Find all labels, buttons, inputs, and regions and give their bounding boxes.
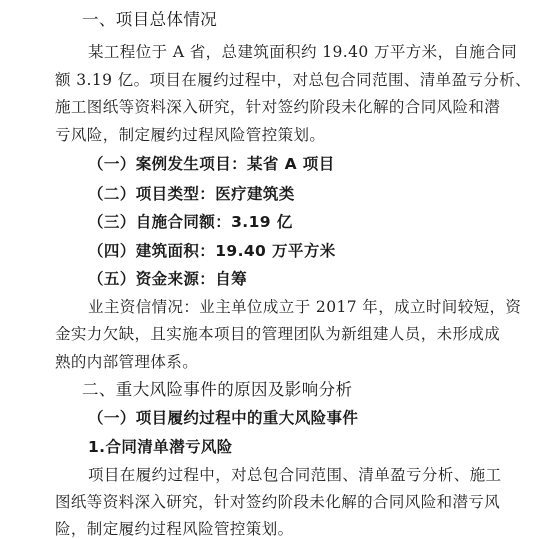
project-item-1: （一）案例发生项目：某省 A 项目: [88, 155, 335, 173]
risk-item-heading: 1.合同清单潜亏风险: [88, 438, 233, 456]
section-2-heading: 二、重大风险事件的原因及影响分析: [82, 380, 353, 399]
paragraph-line: 金实力欠缺，且实施本项目的管理团队为新组建人员，未形成成: [55, 325, 501, 343]
paragraph-line: 某工程位于 A 省，总建筑面积约 19.40 万平方米，自施合同: [88, 43, 518, 61]
section-1-heading: 一、项目总体情况: [82, 10, 218, 29]
paragraph-line: 业主资信情况：业主单位成立于 2017 年，成立时间较短，资: [88, 298, 522, 316]
paragraph-line: 额 3.19 亿。项目在履约过程中，对总包合同范围、清单盈亏分析、: [55, 71, 532, 89]
project-item-4: （四）建筑面积：19.40 万平方米: [88, 242, 336, 260]
paragraph-line: 图纸等资料深入研究，针对签约阶段未化解的合同风险和潜亏风: [55, 493, 501, 511]
paragraph-line: 险，制定履约过程风险管控策划。: [55, 520, 294, 538]
paragraph-line: 熟的内部管理体系。: [55, 353, 199, 371]
section-2-subheading: （一）项目履约过程中的重大风险事件: [88, 409, 359, 427]
project-item-3: （三）自施合同额：3.19 亿: [88, 213, 293, 231]
project-item-2: （二）项目类型：医疗建筑类: [88, 185, 295, 203]
paragraph-line: 亏风险，制定履约过程风险管控策划。: [55, 126, 326, 144]
paragraph-line: 施工图纸等资料深入研究，针对签约阶段未化解的合同风险和潜: [55, 98, 501, 116]
project-item-5: （五）资金来源：自筹: [88, 270, 248, 288]
paragraph-line: 项目在履约过程中，对总包合同范围、清单盈亏分析、施工: [88, 466, 502, 484]
